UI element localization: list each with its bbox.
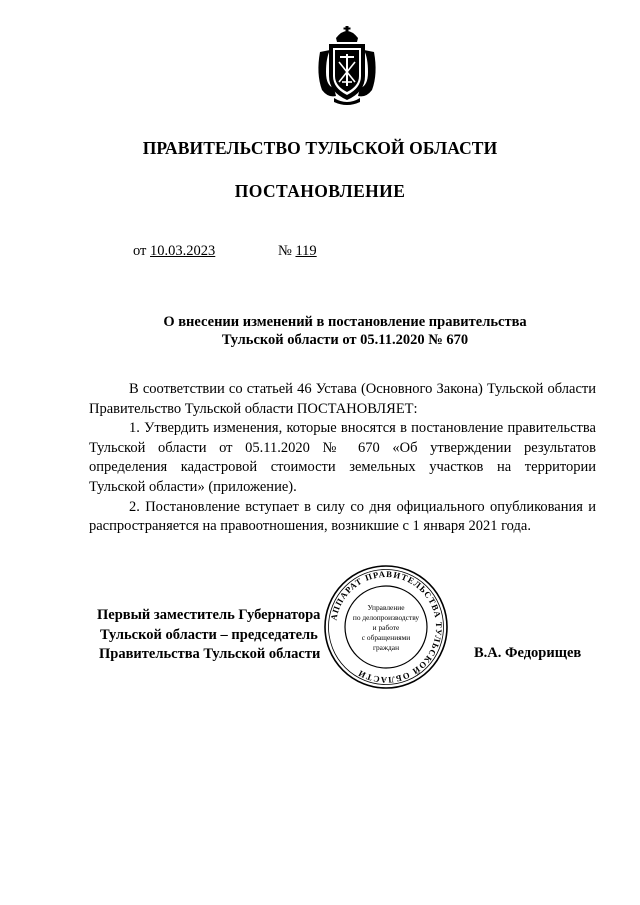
signatory-position xyxy=(97,606,320,665)
date-value: 10.03.2023 xyxy=(150,243,216,259)
signatory-name: В.А. Федорищев xyxy=(474,645,582,661)
number-prefix: № xyxy=(278,243,296,259)
subject-line-2: Тульской области от 05.11.2020 № 670 xyxy=(221,332,469,348)
date-prefix: от xyxy=(133,243,151,259)
document-subject xyxy=(100,313,590,349)
number-value: 119 xyxy=(295,243,317,259)
seal-line-3: и работе xyxy=(372,623,400,632)
body-paragraph-2: 1. Утвердить изменения, которые вносятся в постановление правительства Тульской области от 05.11.2020 № 670 «Об утверждении результатов определения кадастровой стоимости земельных участков на территории Тульской области» (приложение). xyxy=(89,420,596,495)
seal-line-1: Управление xyxy=(367,603,405,612)
document-date xyxy=(133,243,215,260)
subject-line-1: О внесении изменений в постановление правительства xyxy=(163,314,527,330)
seal-line-2: по делопроизводству xyxy=(352,613,420,622)
position-line-2: Тульской области – председатель xyxy=(100,626,318,643)
seal-ring-text: АППАРАТ ПРАВИТЕЛЬСТВА ТУЛЬСКОЙ ОБЛАСТИ xyxy=(328,568,445,686)
seal-line-5: граждан xyxy=(372,643,400,652)
seal-line-4: с обращениями xyxy=(361,633,411,642)
position-line-1: Первый заместитель Губернатора xyxy=(97,607,321,623)
government-title: ПРАВИТЕЛЬСТВО ТУЛЬСКОЙ ОБЛАСТИ xyxy=(142,138,498,158)
document-body xyxy=(89,380,596,537)
document-type-title: ПОСТАНОВЛЕНИЕ xyxy=(234,181,406,201)
body-paragraph-3: 2. Постановление вступает в силу со дня официального опубликования и распространяется на правоотношения, возникшие с 1 января 2021 года. xyxy=(89,498,596,535)
document-number xyxy=(278,243,317,260)
official-seal-icon xyxy=(322,563,450,691)
tula-coat-of-arms-icon xyxy=(314,24,380,106)
body-paragraph-1: В соответствии со статьей 46 Устава (Основного Закона) Тульской области Правительство Тульской области ПОСТАНОВЛЯЕТ: xyxy=(89,381,596,417)
position-line-3: Правительства Тульской области xyxy=(99,646,321,662)
